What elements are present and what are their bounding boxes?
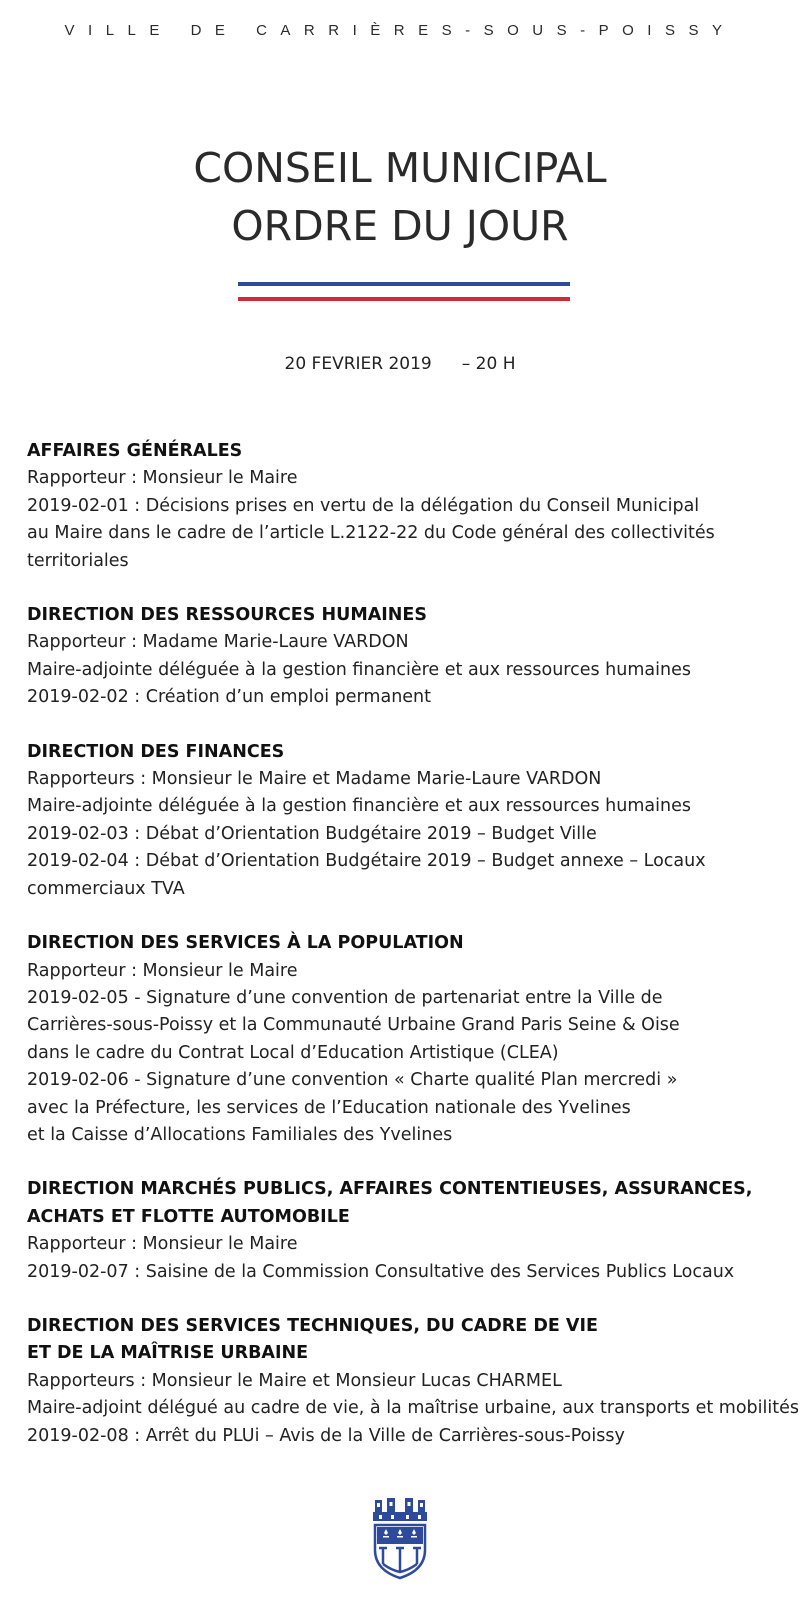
agenda-section: [27, 1176, 797, 1286]
page-title-line2: ORDRE DU JOUR: [231, 202, 569, 250]
agenda-line: 2019-02-04 : Débat d’Orientation Budgétaire 2019 – Budget annexe – Locaux: [27, 851, 706, 872]
agenda-line: dans le cadre du Contrat Local d’Education Artistique (CLEA): [27, 1042, 559, 1063]
agenda-line: Rapporteurs : Monsieur le Maire et Monsieur Lucas CHARMEL: [27, 1370, 562, 1391]
section-title: DIRECTION DES SERVICES TECHNIQUES, DU CADRE DE VIE: [27, 1315, 598, 1336]
agenda-line: commerciaux TVA: [27, 878, 185, 899]
agenda-line: Maire-adjointe déléguée à la gestion financière et aux ressources humaines: [27, 659, 691, 680]
city-crest-icon: [369, 1498, 431, 1580]
agenda-line: 2019-02-07 : Saisine de la Commission Consultative des Services Publics Locaux: [27, 1261, 735, 1282]
agenda-line: avec la Préfecture, les services de l’Education nationale des Yvelines: [27, 1097, 631, 1118]
agenda-line: Rapporteur : Madame Marie-Laure VARDON: [27, 632, 409, 653]
agenda-line: Maire-adjoint délégué au cadre de vie, à la maîtrise urbaine, aux transports et mobilités: [27, 1398, 799, 1419]
agenda-line: Rapporteur : Monsieur le Maire: [27, 960, 298, 981]
meeting-date: [0, 354, 800, 374]
agenda-line: au Maire dans le cadre de l’article L.2122-22 du Code général des collectivités: [27, 523, 715, 544]
meeting-day: 20 FEVRIER 2019: [284, 354, 432, 374]
flag-divider-blue: [238, 282, 570, 286]
section-title: DIRECTION DES SERVICES À LA POPULATION: [27, 933, 464, 954]
agenda-line: 2019-02-02 : Création d’un emploi permanent: [27, 687, 432, 708]
agenda-line: Carrières-sous-Poissy et la Communauté Urbaine Grand Paris Seine & Oise: [27, 1015, 680, 1036]
agenda-list: [27, 438, 797, 1477]
city-header: VILLE DE CARRIÈRES-SOUS-POISSY: [64, 22, 736, 39]
agenda-line: 2019-02-06 - Signature d’une convention « Charte qualité Plan mercredi »: [27, 1070, 678, 1091]
section-title: DIRECTION DES FINANCES: [27, 741, 285, 762]
agenda-line: territoriales: [27, 550, 129, 571]
agenda-line: 2019-02-05 - Signature d’une convention de partenariat entre la Ville de: [27, 987, 663, 1008]
agenda-section: [27, 602, 797, 712]
agenda-line: et la Caisse d’Allocations Familiales des Yvelines: [27, 1124, 453, 1145]
meeting-time: – 20 H: [461, 354, 516, 374]
flag-divider-red: [238, 297, 570, 301]
agenda-line: 2019-02-03 : Débat d’Orientation Budgétaire 2019 – Budget Ville: [27, 823, 597, 844]
section-title: ET DE LA MAÎTRISE URBAINE: [27, 1343, 309, 1364]
section-title: DIRECTION MARCHÉS PUBLICS, AFFAIRES CONTENTIEUSES, ASSURANCES,: [27, 1179, 753, 1200]
agenda-line: 2019-02-08 : Arrêt du PLUi – Avis de la Ville de Carrières-sous-Poissy: [27, 1425, 625, 1446]
agenda-section: [27, 438, 797, 575]
agenda-section: [27, 1313, 797, 1450]
agenda-section: [27, 930, 797, 1149]
agenda-section: [27, 739, 797, 903]
section-title: ACHATS ET FLOTTE AUTOMOBILE: [27, 1206, 350, 1227]
agenda-line: Rapporteur : Monsieur le Maire: [27, 468, 298, 489]
section-title: DIRECTION DES RESSOURCES HUMAINES: [27, 605, 427, 626]
agenda-line: Rapporteurs : Monsieur le Maire et Madame Marie-Laure VARDON: [27, 769, 602, 790]
agenda-line: Rapporteur : Monsieur le Maire: [27, 1234, 298, 1255]
page-title-line1: CONSEIL MUNICIPAL: [193, 144, 607, 192]
agenda-line: 2019-02-01 : Décisions prises en vertu de la délégation du Conseil Municipal: [27, 495, 700, 516]
section-title: AFFAIRES GÉNÉRALES: [27, 441, 243, 461]
agenda-line: Maire-adjointe déléguée à la gestion financière et aux ressources humaines: [27, 796, 691, 817]
